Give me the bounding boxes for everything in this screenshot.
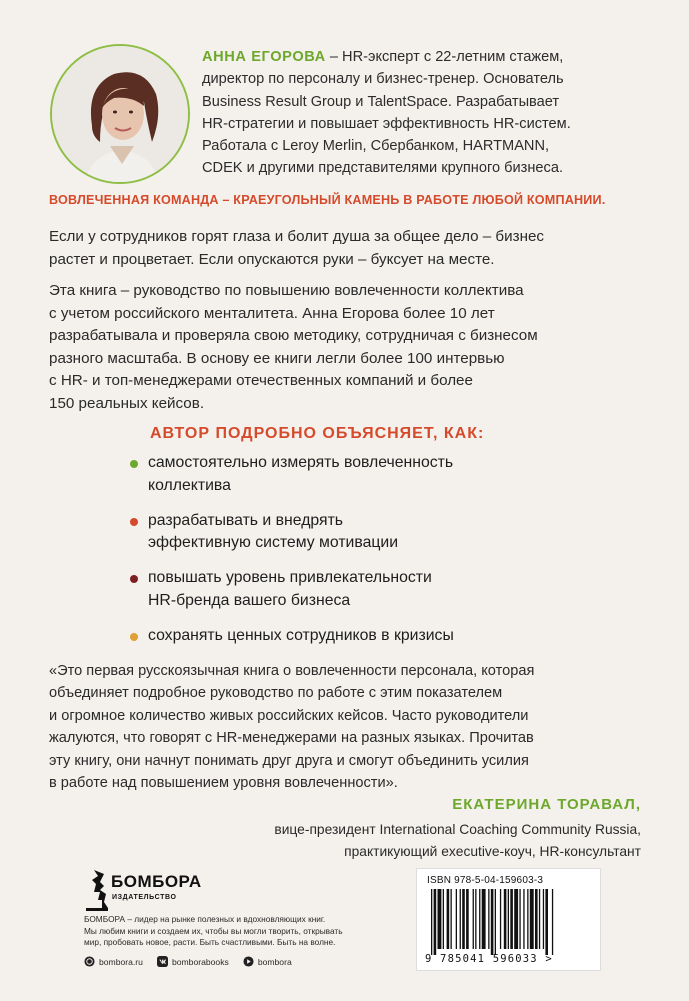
bio-line: Business Result Group и TalentSpace. Разрабатывает [202,93,560,110]
barcode-bar [462,889,465,949]
author-photo [50,44,190,184]
headline: ВОВЛЕЧЕННАЯ КОМАНДА – КРАЕУГОЛЬНЫЙ КАМЕНЬ В РАБОТЕ ЛЮБОЙ КОМПАНИИ. [49,193,606,207]
barcode-bar [543,889,544,949]
bullet-dot-icon [130,575,138,583]
author-bio [202,46,672,180]
list-item: разрабатывать и внедрять эффективную систему мотивации [128,510,648,556]
publisher-about [84,914,384,949]
barcode-bar [552,889,553,955]
barcode-bar [491,889,494,955]
quote-line: эту книгу, они начнут понимать друг друга и смогут объединить усилия [49,752,529,769]
social-link-media[interactable]: bombora [243,956,292,967]
bio-line: директор по персоналу и бизнес-тренер. Основатель [202,71,564,88]
paragraph-line: с учетом российского менталитета. Анна Егорова более 10 лет [49,304,495,322]
isbn-label: ISBN 978-5-04-159603-3 [427,875,544,886]
about-line: Мы любим книги и создаем их, чтобы вы могли творить, открывать [84,925,343,936]
testimonial-quote [49,660,659,794]
list-item: сохранять ценных сотрудников в кризисы [128,625,648,648]
paragraph-line: растет и процветает. Если опускаются руки – буксует на месте. [49,250,495,268]
barcode-bar [482,889,486,949]
quote-author-role: практикующий executive-коуч, HR-консультант [344,843,641,859]
barcode-bar [447,889,450,949]
quote-line: в работе над повышением уровня вовлеченности». [49,775,398,792]
vk-icon [157,956,168,967]
barcode-bar [530,889,534,949]
barcode-bar [523,889,524,949]
paragraph-line: Эта книга – руководство по повышению вовлеченности коллектива [49,282,524,299]
barcode-bar [504,889,507,949]
author-name: АННА ЕГОРОВА [202,49,326,65]
barcode-digits: 9 785041 596033 > [425,953,553,965]
bullet-dot-icon [130,518,138,526]
list-item: повышать уровень привлекательности HR-бренда вашего бизнеса [128,567,648,613]
how-title: АВТОР ПОДРОБНО ОБЪЯСНЯЕТ, КАК: [150,425,485,442]
barcode-bar [431,889,432,955]
barcode-bar [456,889,457,949]
publisher-logo-subtitle: ИЗДАТЕЛЬСТВО [112,894,177,901]
paragraph-line: с HR- и топ-менеджерами отечественных компаний и более [49,372,473,390]
bullet-dot-icon [130,460,138,468]
barcode-bar [495,889,496,955]
list-item: самостоятельно измерять вовлеченность коллектива [128,452,648,498]
intro-paragraph [49,226,649,271]
quote-author-role: вице-президент International Coaching Community Russia, [274,822,641,837]
quote-line: и огромное количество живых российских кейсов. Часто руководители [49,707,529,724]
paragraph-line: разного масштаба. В основу ее книги легли более 100 интервью [49,349,505,367]
barcode-bar [473,889,474,949]
publisher-socials [84,956,292,967]
barcode-bar [500,889,501,949]
barcode-bar [466,889,469,949]
barcode-bar [488,889,489,949]
barcode-bar [510,889,513,949]
about-line: мир, пробовать новое, расти. Быть счастливыми. Быть на волне. [84,937,336,947]
about-line: БОМБОРА – лидер на рынке полезных и вдохновляющих книг. [84,914,326,924]
barcode-bar [519,889,520,949]
publisher-logo-text: БОМБОРА [111,872,202,891]
quote-line: «Это первая русскоязычная книга о вовлеченности персонала, которая [49,663,535,679]
barcode-bar [527,889,528,949]
bio-line: CDEK и другими представителями крупного бизнеса. [202,160,563,177]
globe-icon [84,956,95,967]
barcode-bars-icon [429,889,591,955]
barcode-bar [434,889,437,955]
barcode-bar [539,889,540,949]
quote-line: объединяет подробное руководство по работе с этим показателем [49,685,503,702]
barcode-bar [438,889,442,949]
bullet-list [128,452,648,660]
quote-author-name: ЕКАТЕРИНА ТОРАВАЛ, [452,796,641,813]
barcode-bar [443,889,444,949]
author-portrait-icon [52,46,190,184]
barcode-bar [451,889,452,949]
barcode-bar [460,889,461,949]
bio-line: HR-стратегии и повышает эффективность HR-систем. [202,115,571,132]
media-icon [243,956,254,967]
description-paragraph [49,280,649,416]
quote-attribution [274,796,641,862]
bullet-dot-icon [130,633,138,641]
barcode-bar [479,889,480,949]
barcode-bar [514,889,518,949]
paragraph-line: Если у сотрудников горят глаза и болит душа за общее дело – бизнес [49,228,545,245]
paragraph-line: разрабатывала и проверяла свою методику, сотрудничая с бизнесом [49,327,538,345]
isbn-barcode [416,868,601,971]
social-link-vk[interactable]: bomborabooks [157,956,229,967]
social-link-website[interactable]: bombora.ru [84,956,143,967]
barcode-bar [535,889,538,949]
quote-line: жалуются, что говорят с HR-менеджерами на разных языках. Прочитав [49,730,534,747]
barcode-bar [475,889,476,949]
barcode-bar [545,889,548,955]
barcode-bar [508,889,509,949]
paragraph-line: 150 реальных кейсов. [49,394,205,412]
bio-line: АННА ЕГОРОВА – HR-эксперт с 22-летним стажем, [202,49,564,65]
bio-line: Работала с Leroy Merlin, Сбербанком, HARTMANN, [202,138,550,155]
